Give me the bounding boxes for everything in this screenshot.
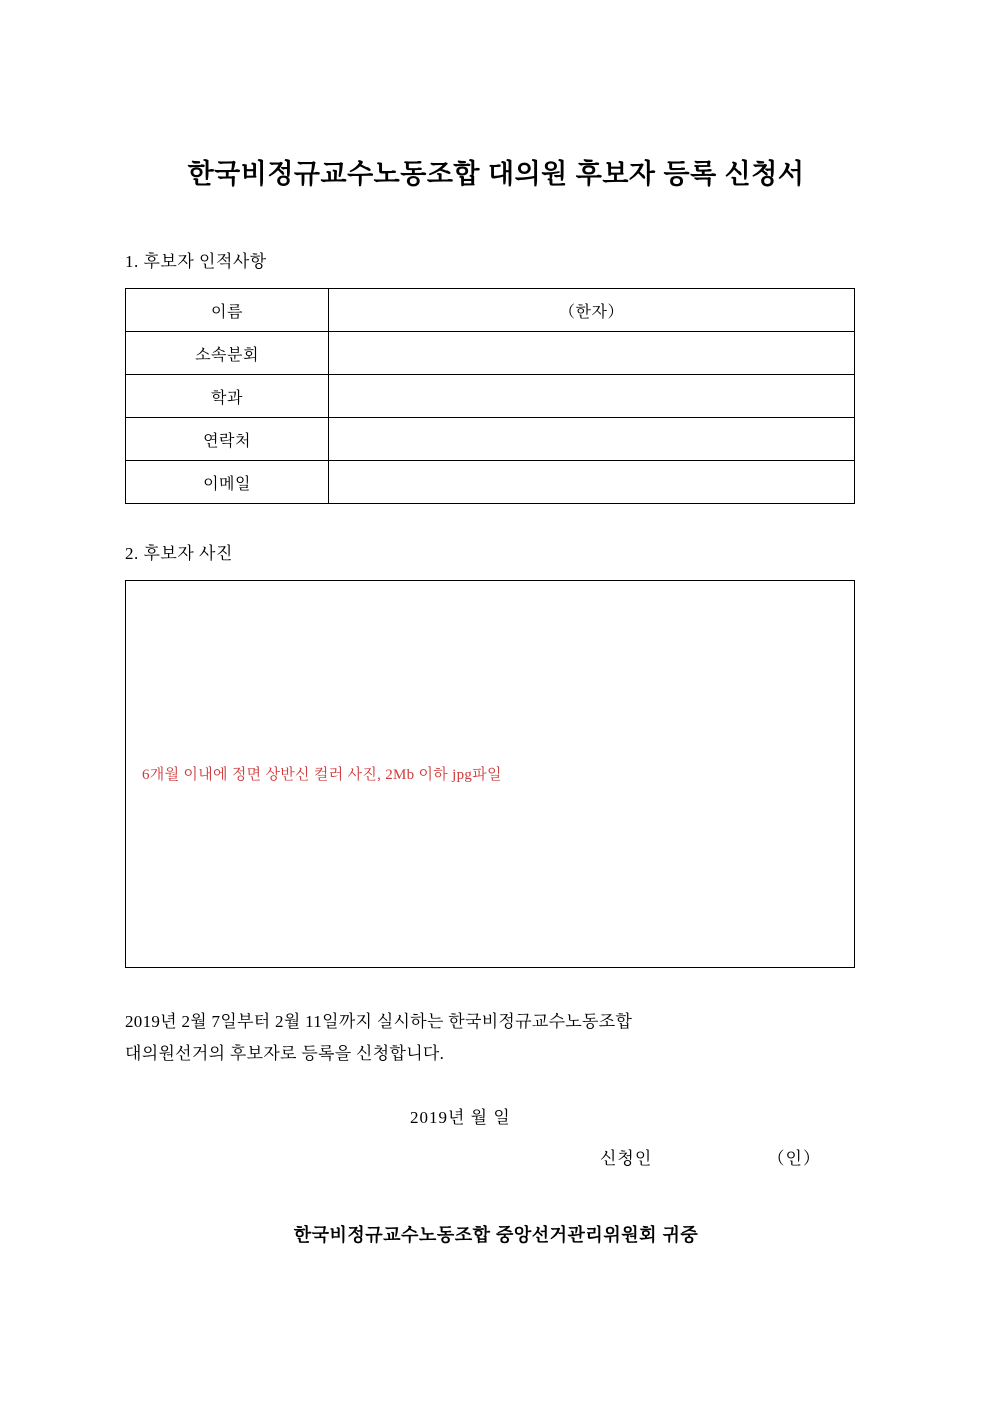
table-row: [126, 289, 855, 332]
seal-mark: （인）: [767, 1149, 821, 1169]
section-label-photo: 2. 후보자 사진: [125, 544, 233, 564]
signer-label: 신청인: [600, 1149, 653, 1169]
row-label-email: 이메일: [126, 461, 329, 504]
statement-line-1: 2019년 2월 7일부터 2월 11일까지 실시하는 한국비정규교수노동조합: [125, 1012, 633, 1032]
row-label-branch: 소속분회: [126, 332, 329, 375]
row-value-contact[interactable]: [329, 418, 855, 461]
row-label-department: 학과: [126, 375, 329, 418]
table-row: [126, 461, 855, 504]
page-title: 한국비정규교수노동조합 대의원 후보자 등록 신청서: [187, 159, 805, 189]
row-value-name[interactable]: （한자）: [329, 289, 855, 332]
footer-organization: 한국비정규교수노동조합 중앙선거관리위원회 귀중: [293, 1225, 699, 1246]
table-row: [126, 332, 855, 375]
row-label-name: 이름: [126, 289, 329, 332]
table-row: [126, 418, 855, 461]
row-value-department[interactable]: [329, 375, 855, 418]
row-value-email[interactable]: [329, 461, 855, 504]
statement-line-2: 대의원선거의 후보자로 등록을 신청합니다.: [125, 1043, 445, 1063]
table-row: [126, 375, 855, 418]
statement-paragraph: [125, 968, 867, 1069]
signature-date: 2019년 월 일: [410, 1108, 511, 1128]
row-value-branch[interactable]: [329, 332, 855, 375]
personal-info-table: [125, 288, 855, 504]
row-label-contact: 연락처: [126, 418, 329, 461]
section-label-personal-info: 1. 후보자 인적사항: [125, 252, 267, 272]
signer-line: [125, 1128, 867, 1169]
photo-upload-box[interactable]: [125, 580, 855, 968]
photo-hint-text: 6개월 이내에 정면 상반신 컬러 사진, 2Mb 이하 jpg파일: [142, 767, 502, 784]
